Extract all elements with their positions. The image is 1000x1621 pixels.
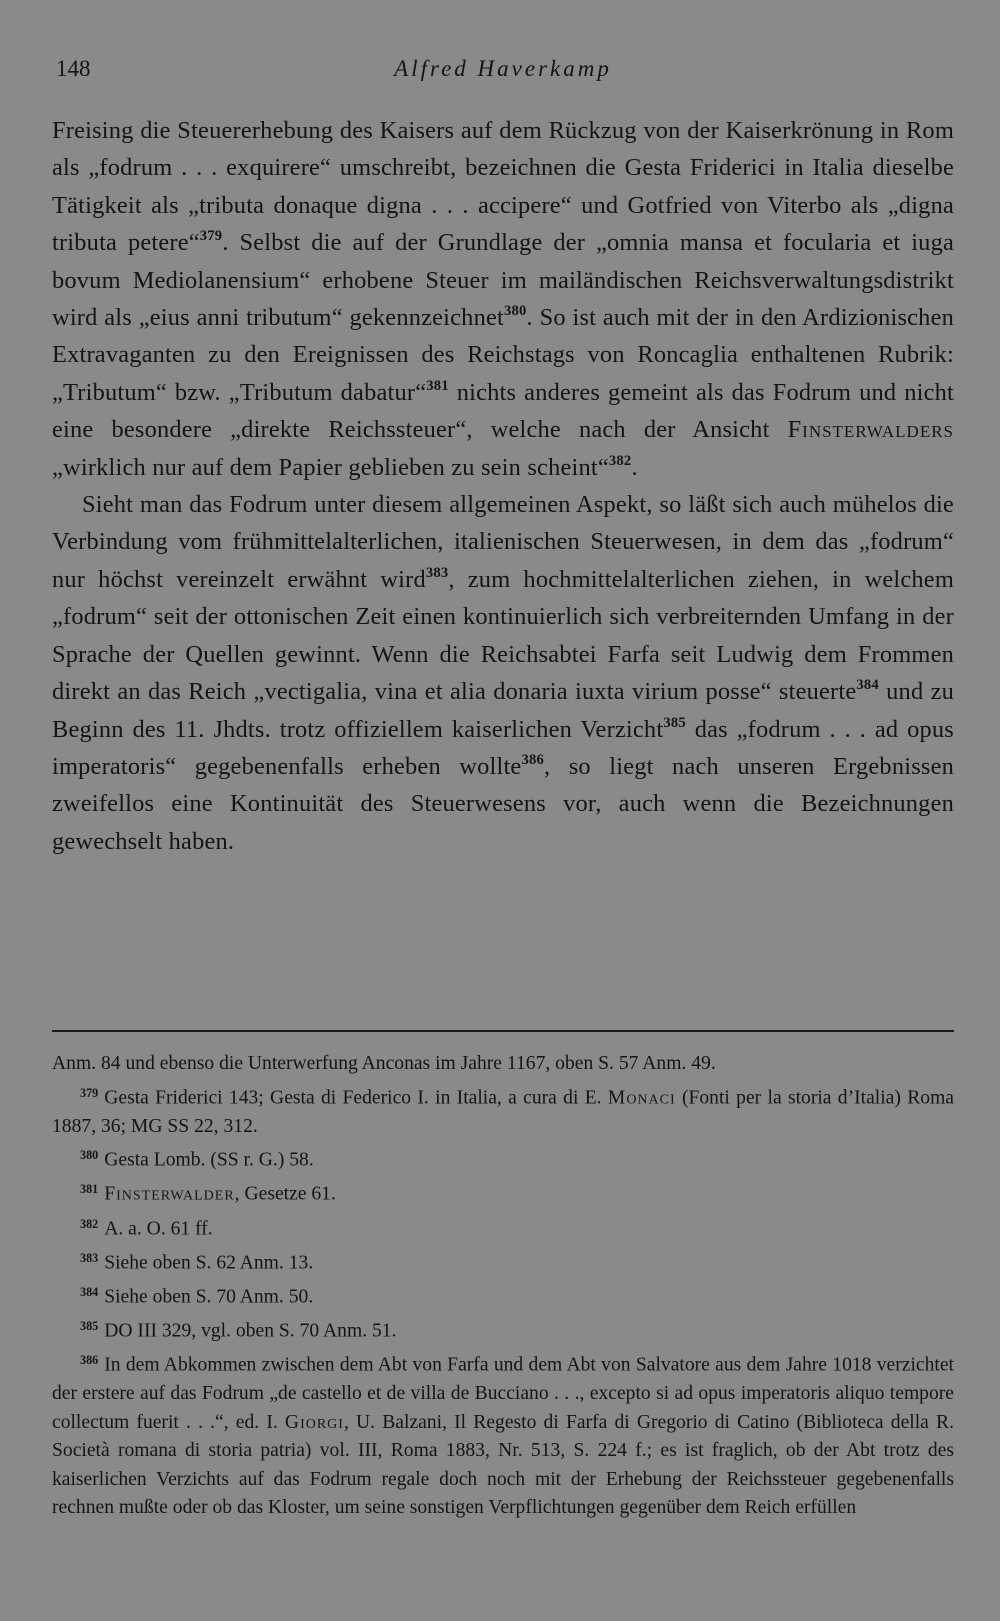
text-run: . So ist auch mit der in den Ardizionischen Extravaganten zu den Ereignissen des Reichstags von Roncaglia enthaltenen Rubrik: „Tributum“ bzw. „Tributum dabatur“ [52,304,954,406]
footnote-text: In dem Abkommen zwischen dem Abt von Farfa und dem Abt von Salvatore aus dem Jahre 1018 verzichtet der erstere auf das Fodrum „de castello et de villa de Bucciano . . ., excepto si ad opus imperatoris aliquo tempore collectum fuerit . . .“, ed. I. [52,1354,954,1433]
text-run: das „fodrum . . . ad opus imperatoris“ gegebenenfalls erheben wollte [52,715,954,780]
footnote-text: Gesta Lomb. (SS r. G.) 58. [104,1149,314,1171]
text-run: , zum hochmittelalterlichen ziehen, in welchem „fodrum“ seit der ottonischen Zeit einen kontinuierlich sich verbreiternden Umfang in der Sprache der Quellen gewinnt. Wenn die Reichsabtei Farfa seit Ludwig dem Frommen direkt an das Reich „vectigalia, vina et alia donaria iuxta virium posse“ steuerte [52,565,954,706]
footnote-383 [52,1244,954,1278]
footnote-ref-385[interactable]: 385 [663,714,686,731]
footnote-number: 385 [80,1319,99,1334]
footnotes [52,1050,954,1523]
paragraph-2 [52,486,954,860]
paragraph-1 [52,112,954,486]
footnote-ref-384[interactable]: 384 [856,676,879,693]
footnote-text: , Gesetze 61. [234,1184,336,1206]
footnote-ref-383[interactable]: 383 [425,564,449,581]
text-run: , so liegt nach unseren Ergebnissen zweifellos eine Kontinuität des Steuerwesens vor, auch wenn die Bezeichnungen gewechselt haben. [52,752,954,855]
author-name-small-caps: Giorgi [284,1411,344,1433]
footnote-385 [52,1312,954,1346]
footnote-386 [52,1346,954,1523]
footnote-number: 384 [80,1284,99,1299]
page-number: 148 [56,56,91,81]
text-run: nichts anderes gemeint als das Fodrum und nicht eine besondere „direkte Reichssteuer“, welche nach der Ansicht [52,378,954,444]
footnote-384 [52,1278,954,1312]
footnote-380 [52,1141,954,1175]
footnote-ref-380[interactable]: 380 [503,302,527,319]
author-name-small-caps: Finsterwalder [104,1184,235,1206]
footnote-text: DO III 329, vgl. oben S. 70 Anm. 51. [104,1320,397,1342]
main-text [52,112,954,860]
footnote-ref-379[interactable]: 379 [199,227,223,244]
running-head: Alfred Haverkamp [394,56,612,81]
footnote-number: 379 [80,1085,99,1100]
footnote-text: , U. Balzani, Il Regesto di Farfa di Gregorio di Catino (Biblioteca della R. Società romana di storia patria) vol. III, Roma 1883, Nr. 513, S. 224 f.; es ist fraglich, ob der Abt trotz des kaiserlichen Verzichts auf das Fodrum regale doch noch mit der Erhebung der Reichssteuer gegebenenfalls rechnen mußte oder ob das Kloster, um seine sonstigen Verpflichtungen gegenüber dem Reich erfüllen [52,1411,954,1519]
footnote-text: A. a. O. 61 ff. [104,1218,213,1240]
footnote-text: (Fonti per la storia d’Italia) Roma 1887, 36; MG SS 22, 312. [52,1087,955,1137]
text-run: Freising die Steuererhebung des Kaisers auf dem Rückzug von der Kaiserkrönung in Rom als „fodrum . . . exquirere“ umschreibt, bezeichnen die Gesta Friderici in Italia dieselbe Tätigkeit als „tributa donaque digna . . . accipere“ und Gotfried von Viterbo als „digna tributa petere“ [52,117,954,257]
footnote-text: Siehe oben S. 70 Anm. 50. [104,1286,314,1308]
footnote-text: Siehe oben S. 62 Anm. 13. [104,1252,314,1274]
footnote-carryover: Anm. 84 und ebenso die Unterwerfung Anconas im Jahre 1167, oben S. 57 Anm. 49. [52,1053,716,1074]
footnote-number: 381 [80,1182,99,1197]
footnote-ref-381[interactable]: 381 [426,377,449,394]
text-run: „wirklich nur auf dem Papier geblieben zu sein scheint“ [52,453,609,481]
footnote-382 [52,1210,954,1244]
footnote-text: Gesta Friderici 143; Gesta di Federico I. in Italia, a cura di E. [104,1087,608,1109]
text-run: . [631,453,638,481]
author-name-small-caps: Finsterwalders [787,416,954,444]
footnote-ref-386[interactable]: 386 [521,751,544,768]
footnote-number: 382 [80,1216,99,1231]
page-header [52,56,954,90]
footnote-379 [52,1079,954,1142]
footnote-ref-382[interactable]: 382 [608,452,632,469]
text-run: Sieht man das Fodrum unter diesem allgemeinen Aspekt, so läßt sich auch mühelos die Verbindung vom frühmittelalterlichen, italienischen Steuerwesen, in dem das „fodrum“ nur höchst vereinzelt erwähnt wird [52,491,954,593]
footnote-number: 380 [80,1148,99,1163]
text-run: und zu Beginn des 11. Jhdts. trotz offiziellem kaiserlichen Verzicht [52,678,954,743]
footnote-number: 383 [80,1250,99,1265]
text-run: . Selbst die auf der Grundlage der „omnia mansa et focularia et iuga bovum Mediolanensium“ erhobene Steuer im mailändischen Reichsverwaltungsdistrikt wird als „eius anni tributum“ gekennzeichnet [52,229,955,332]
footnote-number: 386 [80,1353,99,1368]
footnote-divider [52,1030,954,1032]
book-page [52,0,954,1621]
footnote-381 [52,1175,954,1209]
author-name-small-caps: Monaci [607,1087,676,1109]
